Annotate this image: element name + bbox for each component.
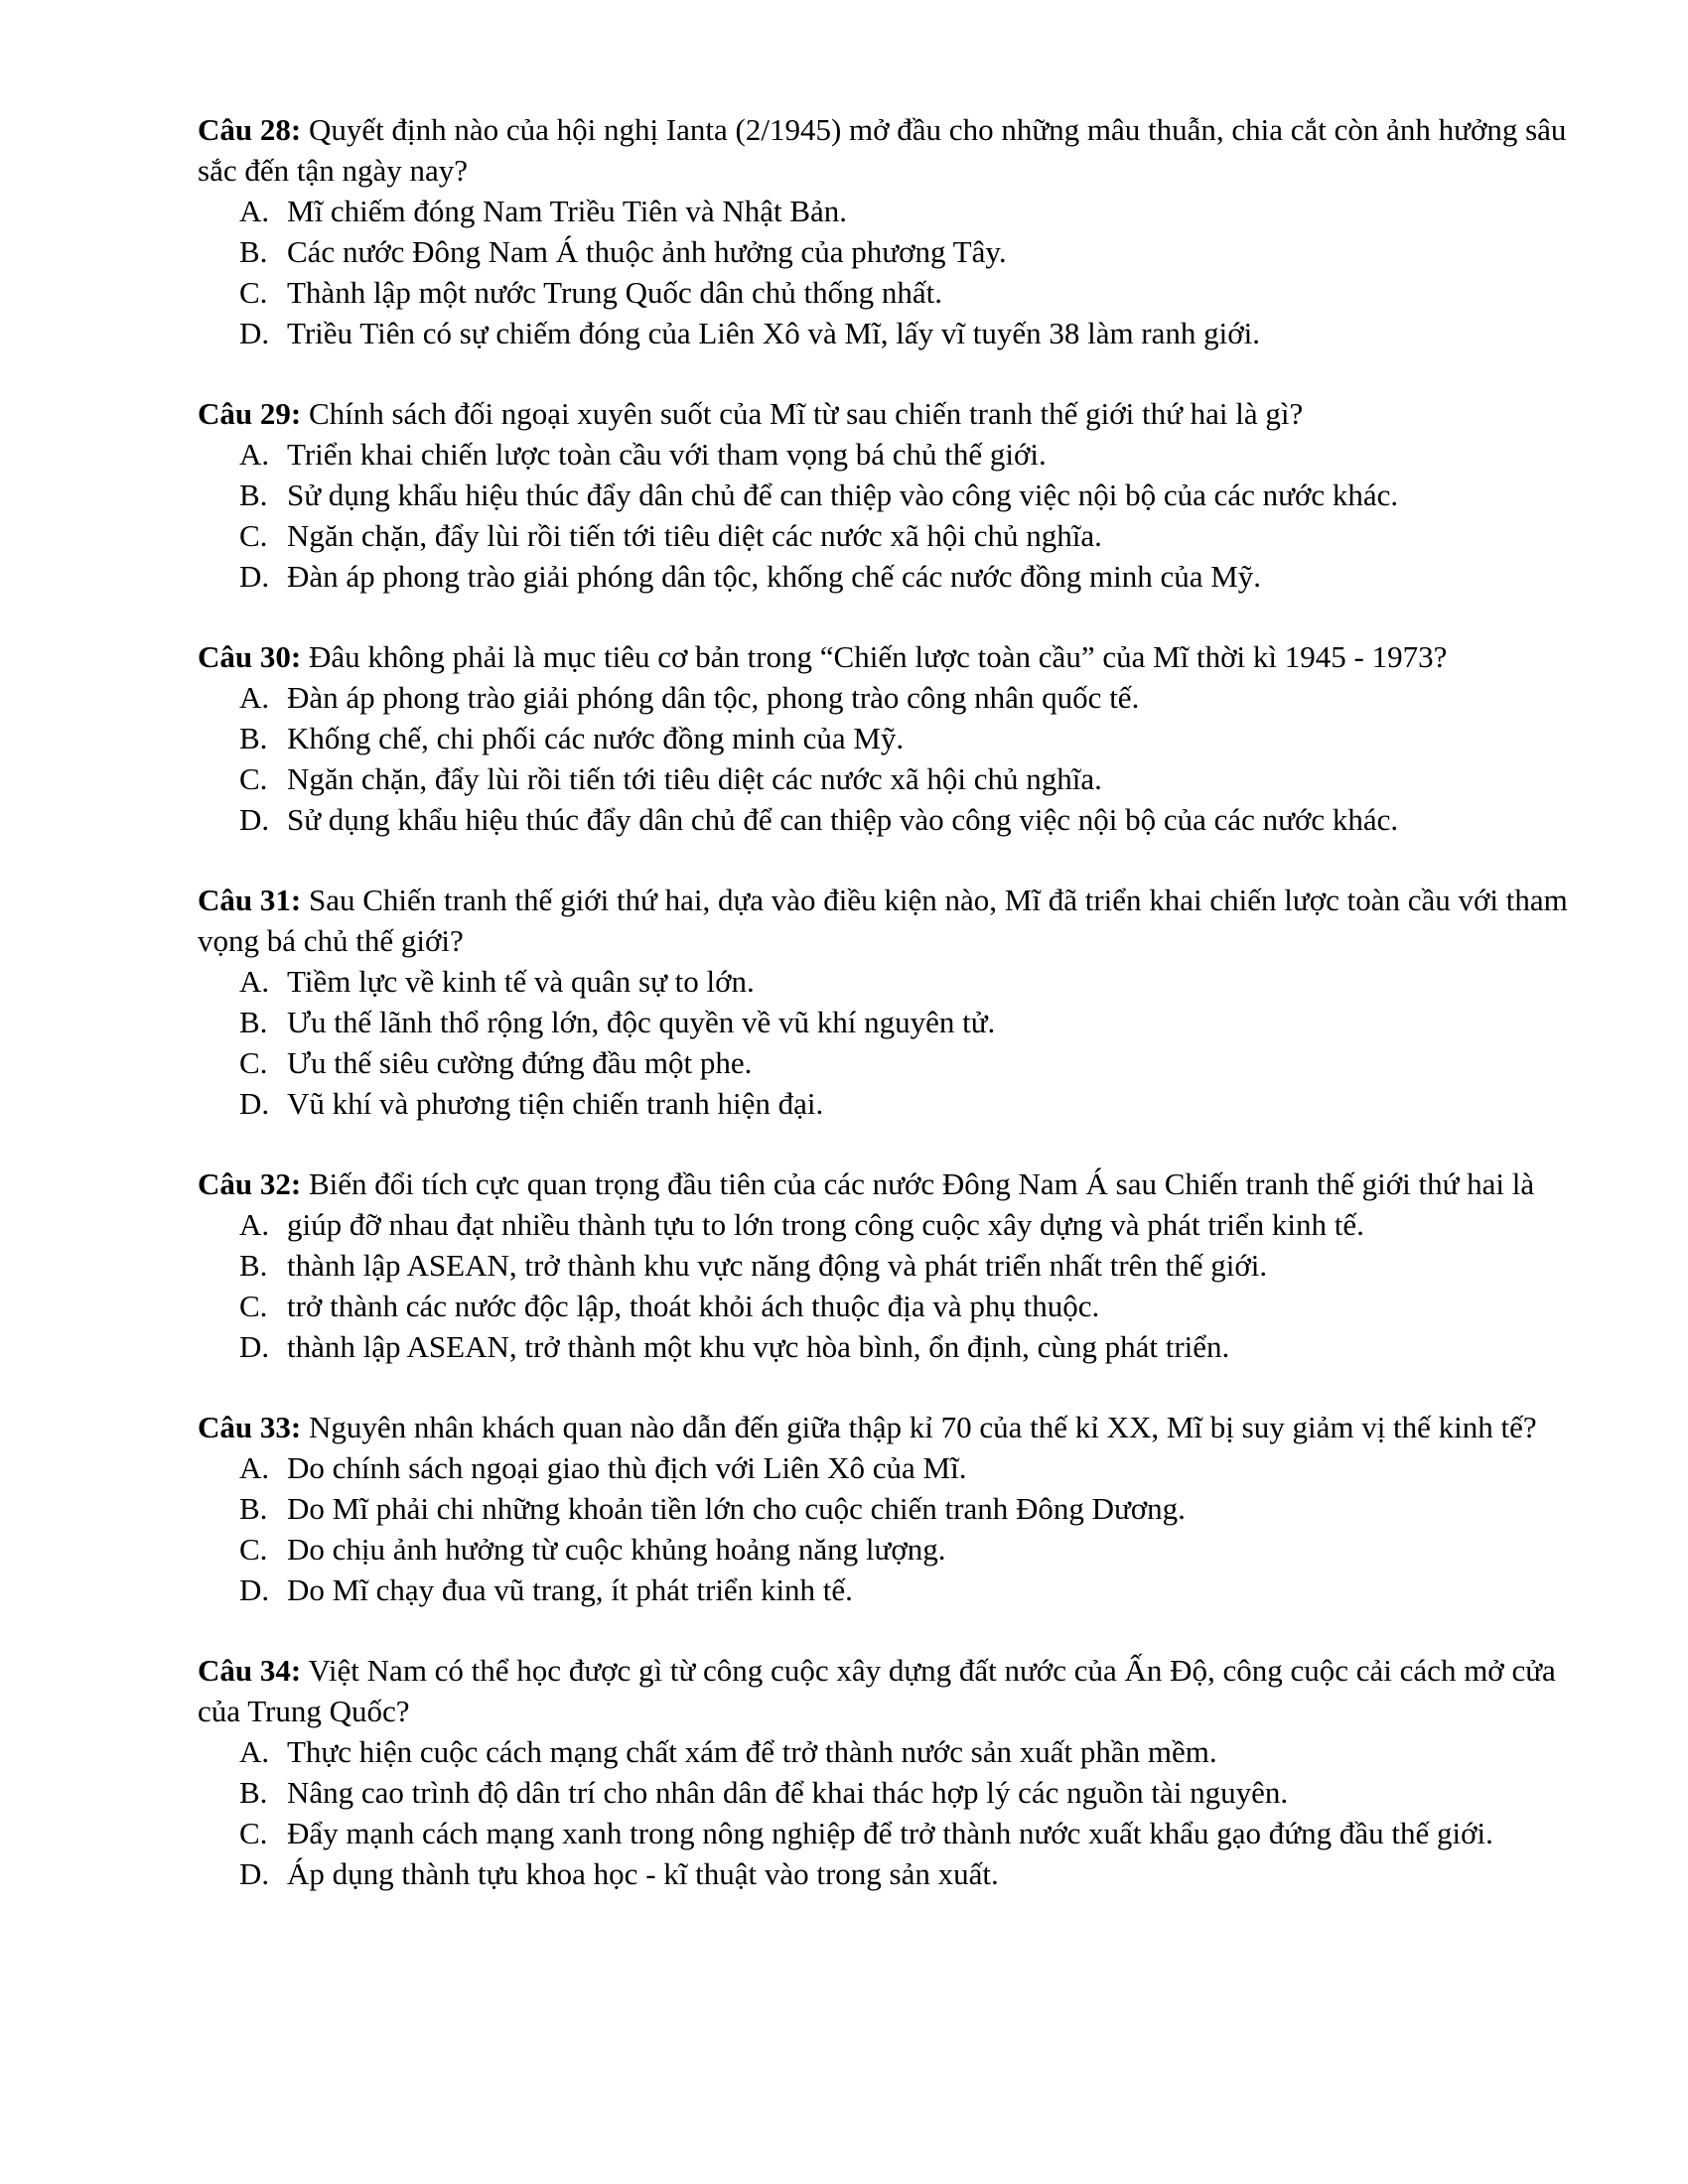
option-text: Ưu thế siêu cường đứng đầu một phe. [287,1045,753,1080]
answer-option-d [198,1083,1578,1124]
option-text: Đẩy mạnh cách mạng xanh trong nông nghiệp để trở thành nước xuất khẩu gạo đứng đầu thế giới. [287,1816,1493,1850]
option-letter: B. [239,1005,268,1039]
option-letter: C. [239,1289,268,1323]
answer-options [198,1204,1578,1367]
option-letter: D. [239,1572,270,1607]
option-text: Do chịu ảnh hưởng từ cuộc khủng hoảng năng lượng. [287,1532,946,1567]
answer-option-a [198,677,1578,718]
option-letter: C. [239,1045,268,1080]
option-text: Các nước Đông Nam Á thuộc ảnh hưởng của phương Tây. [287,234,1007,269]
option-letter: B. [239,1248,268,1283]
answer-option-d [198,1853,1578,1894]
question-stem [198,109,1578,191]
option-letter: A. [239,1207,270,1242]
question-30 [198,636,1578,840]
option-letter: A. [239,437,270,472]
answer-option-d [198,556,1578,597]
option-letter: C. [239,761,268,796]
option-letter: C. [239,1816,268,1850]
option-letter: C. [239,275,268,310]
question-text: Biến đổi tích cực quan trọng đầu tiên của các nước Đông Nam Á sau Chiến tranh thế giới thứ hai là [308,1166,1535,1201]
option-letter: A. [239,194,270,228]
option-text: Triển khai chiến lược toàn cầu với tham vọng bá chủ thế giới. [287,437,1047,472]
answer-option-b [198,718,1578,758]
option-letter: D. [239,559,270,594]
answer-option-a [198,961,1578,1002]
answer-option-c [198,1813,1578,1853]
option-letter: B. [239,1491,268,1526]
answer-options [198,191,1578,353]
question-number: Câu 31: [198,883,302,917]
answer-option-d [198,799,1578,840]
option-text: trở thành các nước độc lập, thoát khỏi ách thuộc địa và phụ thuộc. [287,1289,1100,1323]
option-text: Ngăn chặn, đẩy lùi rồi tiến tới tiêu diệt các nước xã hội chủ nghĩa. [287,518,1102,553]
question-number: Câu 28: [198,112,302,147]
answer-option-c [198,1042,1578,1083]
answer-option-b [198,1772,1578,1813]
option-text: Sử dụng khẩu hiệu thúc đẩy dân chủ để can thiệp vào công việc nội bộ của các nước khác. [287,478,1399,512]
option-letter: A. [239,1734,270,1769]
question-33 [198,1407,1578,1610]
answer-options [198,434,1578,597]
option-letter: D. [239,1329,270,1364]
option-text: thành lập ASEAN, trở thành một khu vực hòa bình, ổn định, cùng phát triển. [287,1329,1230,1364]
option-letter: D. [239,316,270,350]
option-text: Triều Tiên có sự chiếm đóng của Liên Xô và Mĩ, lấy vĩ tuyến 38 làm ranh giới. [287,316,1261,350]
option-letter: A. [239,964,270,999]
option-text: Do Mĩ phải chi những khoản tiền lớn cho cuộc chiến tranh Đông Dương. [287,1491,1186,1526]
option-letter: B. [239,721,268,755]
option-text: Đàn áp phong trào giải phóng dân tộc, khống chế các nước đồng minh của Mỹ. [287,559,1262,594]
question-34 [198,1650,1578,1894]
question-stem [198,1650,1578,1731]
answer-option-d [198,1326,1578,1367]
option-text: Do chính sách ngoại giao thù địch với Liên Xô của Mĩ. [287,1450,967,1485]
option-letter: B. [239,478,268,512]
question-number: Câu 30: [198,639,302,674]
question-text: Sau Chiến tranh thế giới thứ hai, dựa vào điều kiện nào, Mĩ đã triển khai chiến lược toàn cầu với tham vọng bá chủ thế giới? [198,883,1568,958]
question-stem [198,636,1578,677]
option-letter: D. [239,1856,270,1891]
question-28 [198,109,1578,353]
question-stem [198,1407,1578,1447]
answer-option-c [198,1529,1578,1570]
question-number: Câu 32: [198,1166,302,1201]
question-text: Việt Nam có thể học được gì từ công cuộc xây dựng đất nước của Ấn Độ, công cuộc cải cách mở cửa của Trung Quốc? [198,1653,1556,1728]
question-number: Câu 33: [198,1410,302,1444]
option-text: Nâng cao trình độ dân trí cho nhân dân để khai thác hợp lý các nguồn tài nguyên. [287,1775,1289,1810]
option-text: Vũ khí và phương tiện chiến tranh hiện đại. [287,1086,824,1121]
answer-option-a [198,1447,1578,1488]
question-text: Đâu không phải là mục tiêu cơ bản trong “Chiến lược toàn cầu” của Mĩ thời kì 1945 - 1973? [308,639,1448,674]
option-text: giúp đỡ nhau đạt nhiều thành tựu to lớn trong công cuộc xây dựng và phát triển kinh tế. [287,1207,1364,1242]
answer-option-b [198,1245,1578,1286]
answer-option-a [198,191,1578,231]
answer-option-c [198,515,1578,556]
answer-option-a [198,1731,1578,1772]
option-text: Mĩ chiếm đóng Nam Triều Tiên và Nhật Bản. [287,194,848,228]
question-number: Câu 29: [198,396,302,431]
answer-option-d [198,313,1578,353]
answer-option-a [198,434,1578,475]
question-text: Quyết định nào của hội nghị Ianta (2/1945) mở đầu cho những mâu thuẫn, chia cắt còn ảnh hưởng sâu sắc đến tận ngày nay? [198,112,1567,188]
option-text: Thành lập một nước Trung Quốc dân chủ thống nhất. [287,275,943,310]
answer-option-d [198,1570,1578,1610]
option-letter: A. [239,680,270,715]
answer-option-c [198,1286,1578,1326]
question-32 [198,1163,1578,1367]
option-letter: B. [239,234,268,269]
answer-options [198,961,1578,1124]
option-letter: D. [239,1086,270,1121]
option-text: Ngăn chặn, đẩy lùi rồi tiến tới tiêu diệt các nước xã hội chủ nghĩa. [287,761,1102,796]
option-text: Đàn áp phong trào giải phóng dân tộc, phong trào công nhân quốc tế. [287,680,1140,715]
question-text: Chính sách đối ngoại xuyên suốt của Mĩ từ sau chiến tranh thế giới thứ hai là gì? [308,396,1304,431]
option-letter: B. [239,1775,268,1810]
option-text: thành lập ASEAN, trở thành khu vực năng động và phát triển nhất trên thế giới. [287,1248,1268,1283]
option-text: Do Mĩ chạy đua vũ trang, ít phát triển kinh tế. [287,1572,853,1607]
option-letter: A. [239,1450,270,1485]
answer-options [198,1447,1578,1610]
question-stem [198,393,1578,434]
question-29 [198,393,1578,597]
document-page [198,109,1578,1934]
option-text: Ưu thế lãnh thổ rộng lớn, độc quyền về vũ khí nguyên tử. [287,1005,996,1039]
answer-options [198,677,1578,840]
option-letter: C. [239,1532,268,1567]
option-text: Áp dụng thành tựu khoa học - kĩ thuật vào trong sản xuất. [287,1856,999,1891]
answer-option-b [198,231,1578,272]
option-text: Thực hiện cuộc cách mạng chất xám để trở thành nước sản xuất phần mềm. [287,1734,1217,1769]
question-stem [198,1163,1578,1204]
answer-option-a [198,1204,1578,1245]
answer-option-c [198,272,1578,313]
answer-option-b [198,475,1578,515]
option-text: Tiềm lực về kinh tế và quân sự to lớn. [287,964,755,999]
answer-option-b [198,1002,1578,1042]
answer-option-c [198,758,1578,799]
answer-option-b [198,1488,1578,1529]
answer-options [198,1731,1578,1894]
option-letter: C. [239,518,268,553]
option-text: Khống chế, chi phối các nước đồng minh của Mỹ. [287,721,905,755]
question-text: Nguyên nhân khách quan nào dẫn đến giữa thập kỉ 70 của thế kỉ XX, Mĩ bị suy giảm vị thế kinh tế? [308,1410,1537,1444]
question-31 [198,880,1578,1124]
question-number: Câu 34: [198,1653,302,1688]
option-letter: D. [239,802,270,837]
question-stem [198,880,1578,961]
option-text: Sử dụng khẩu hiệu thúc đẩy dân chủ để can thiệp vào công việc nội bộ của các nước khác. [287,802,1399,837]
